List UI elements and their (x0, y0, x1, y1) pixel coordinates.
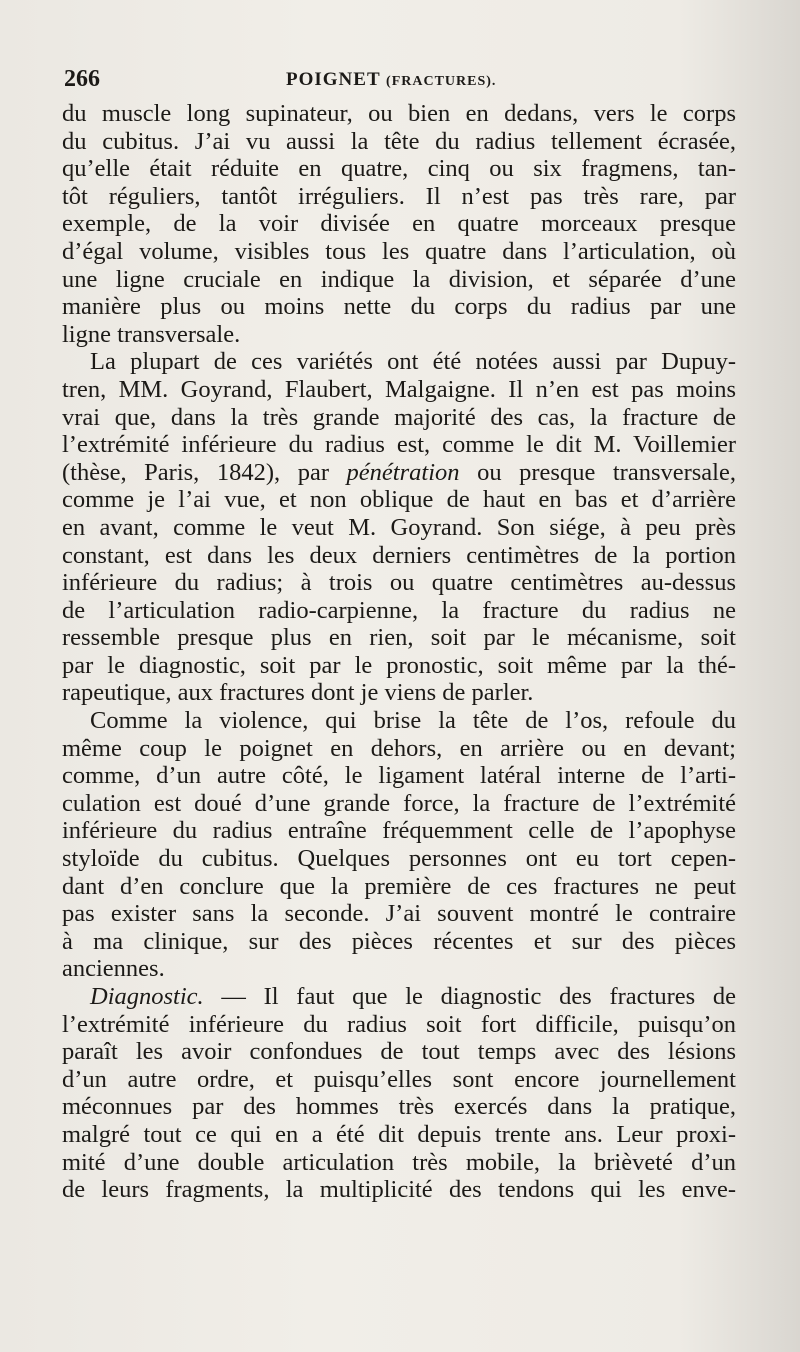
text-line: qu’elle était réduite en quatre, cinq ou six fragmens, tan- (62, 155, 736, 183)
text-line: comme, d’un autre côté, le ligament latéral interne de l’arti- (62, 762, 736, 790)
text-line: malgré tout ce qui en a été dit depuis trente ans. Leur proxi- (62, 1120, 736, 1148)
text-line: d’un autre ordre, et puisqu’elles sont encore journellement (62, 1065, 736, 1093)
body-text (62, 100, 736, 1204)
italic-term: pénétration (346, 458, 460, 486)
text-segment: ou presque transversale, (459, 458, 736, 486)
text-line: à ma clinique, sur des pièces récentes et sur des pièces (62, 927, 736, 955)
text-line: une ligne cruciale en indique la division, et séparée d’une (62, 265, 736, 293)
text-line: de leurs fragments, la multiplicité des tendons qui les enve- (62, 1176, 736, 1204)
text-line: vrai que, dans la très grande majorité des cas, la fracture de (62, 403, 736, 431)
text-line: culation est doué d’une grande force, la fracture de l’extrémité (62, 789, 736, 817)
text-line: de l’articulation radio-carpienne, la fracture du radius ne (62, 596, 736, 624)
section-heading: Diagnostic. (90, 983, 204, 1010)
text-line-mixed (62, 459, 736, 487)
text-line: paraît les avoir confondues de tout temps avec des lésions (62, 1038, 736, 1066)
text-segment: (thèse, Paris, 1842), par (62, 458, 329, 486)
text-line: du cubitus. J’ai vu aussi la tête du radius tellement écrasée, (62, 127, 736, 155)
text-line: méconnues par des hommes très exercés dans la pratique, (62, 1093, 736, 1121)
page-header (64, 66, 736, 100)
running-head (286, 69, 496, 91)
page-number: 266 (64, 66, 100, 92)
text-line: mité d’une double articulation très mobile, la brièveté d’un (62, 1148, 736, 1176)
text-line: dant d’en conclure que la première de ces fractures ne peut (62, 872, 736, 900)
text-line: par le diagnostic, soit par le pronostic, soit même par la thé- (62, 651, 736, 679)
text-line: du muscle long supinateur, ou bien en dedans, vers le corps (62, 100, 736, 127)
text-segment: — Il faut que le diagnostic des fractures de (203, 983, 736, 1010)
text-line: manière plus ou moins nette du corps du radius par une (62, 293, 736, 321)
text-line: l’extrémité inférieure du radius est, comme le dit M. Voillemier (62, 431, 736, 459)
text-line: même coup le poignet en dehors, en arrière ou en devant; (62, 734, 736, 762)
text-line: La plupart de ces variétés ont été notées aussi par Dupuy- (90, 348, 736, 376)
text-line-mixed (62, 983, 736, 1011)
text-line: tôt réguliers, tantôt irréguliers. Il n’est pas très rare, par (62, 182, 736, 210)
text-line: tren, MM. Goyrand, Flaubert, Malgaigne. Il n’en est pas moins (62, 375, 736, 403)
running-title: POIGNET (286, 69, 381, 90)
text-line: pas exister sans la seconde. J’ai souvent montré le contraire (62, 900, 736, 928)
text-line: d’égal volume, visibles tous les quatre dans l’articulation, où (62, 237, 736, 265)
text-line: ressemble presque plus en rien, soit par le mécanisme, soit (62, 624, 736, 652)
running-subtitle: (FRACTURES). (386, 74, 497, 89)
text-line: exemple, de la voir divisée en quatre morceaux presque (62, 210, 736, 238)
text-line: comme je l’ai vue, et non oblique de haut en bas et d’arrière (62, 486, 736, 514)
text-line: en avant, comme le veut M. Goyrand. Son siége, à peu près (62, 513, 736, 541)
text-line: styloïde du cubitus. Quelques personnes ont eu tort cepen- (62, 845, 736, 873)
text-line: inférieure du radius entraîne fréquemment celle de l’apophyse (62, 817, 736, 845)
text-line: inférieure du radius; à trois ou quatre centimètres au-dessus (62, 569, 736, 597)
text-line: l’extrémité inférieure du radius soit fort difficile, puisqu’on (62, 1010, 736, 1038)
text-line: constant, est dans les deux derniers centimètres de la portion (62, 541, 736, 569)
text-line: rapeutique, aux fractures dont je viens de parler. (62, 679, 534, 707)
text-line: ligne transversale. (62, 320, 241, 348)
text-line: anciennes. (62, 955, 165, 983)
text-line: Comme la violence, qui brise la tête de l’os, refoule du (90, 707, 736, 735)
